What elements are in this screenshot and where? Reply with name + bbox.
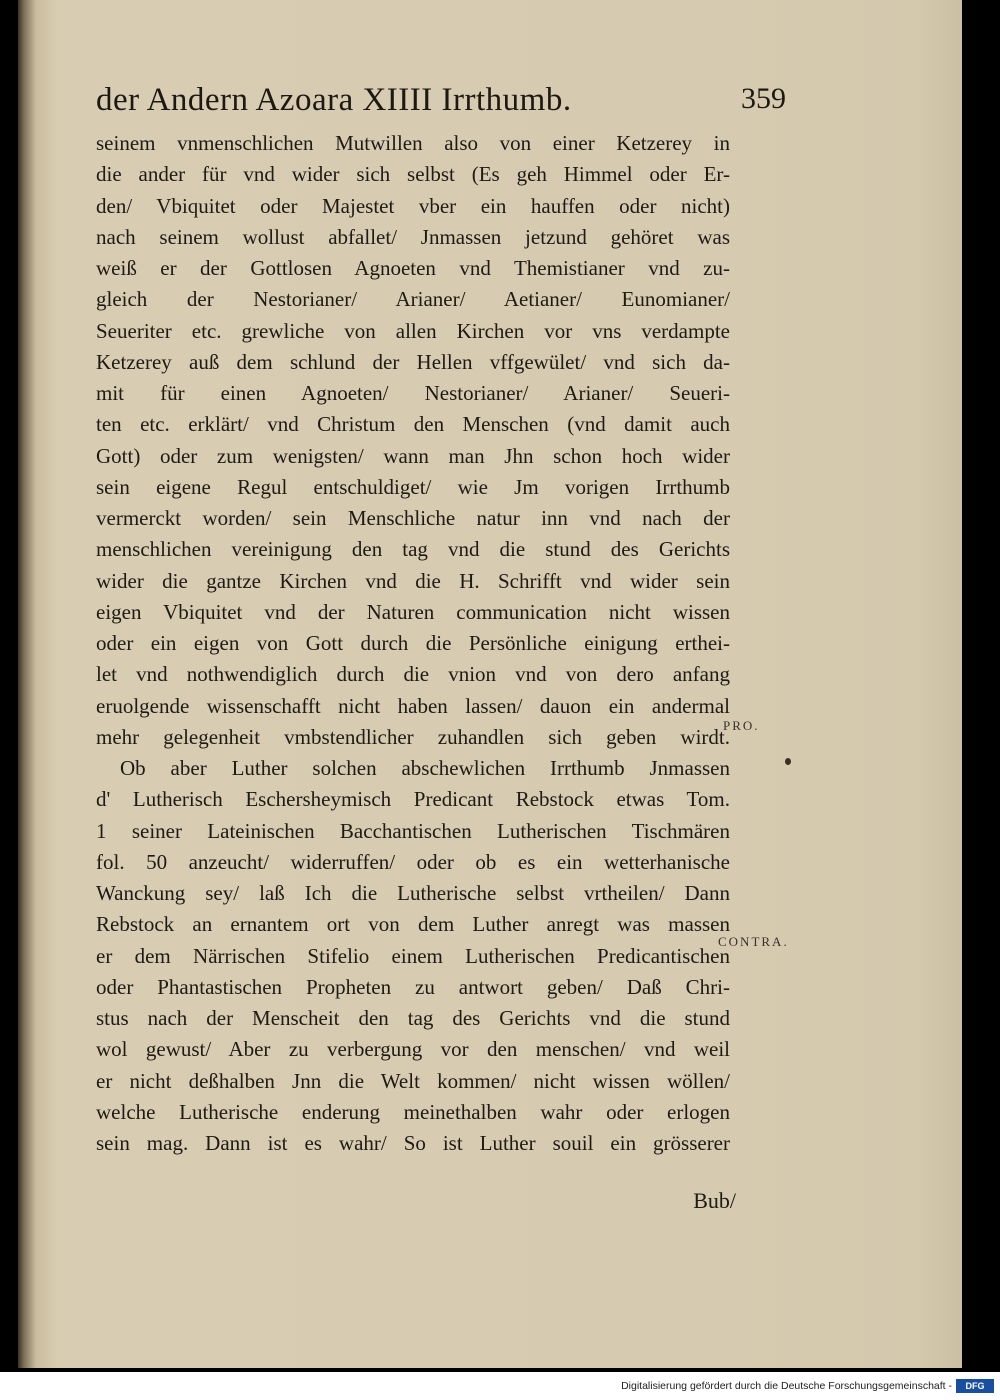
text-line: sein mag. Dann ist es wahr/ So ist Luther souil ein grösserer xyxy=(96,1131,730,1155)
running-header xyxy=(96,82,786,122)
footer-bar xyxy=(0,1372,1000,1400)
text-line: eruolgende wissenschafft nicht haben lassen/ dauon ein andermal xyxy=(96,693,730,718)
text-line: mit für einen Agnoeten/ Nestorianer/ Arianer/ Seueri- xyxy=(96,381,730,405)
scanned-page xyxy=(18,0,962,1368)
catchword: Bub/ xyxy=(693,1188,736,1213)
text-line: Rebstock an ernantem ort von dem Luther anregt was massen xyxy=(96,912,730,937)
text-line: nach seinem wollust abfallet/ Jnmassen jetzund gehöret was xyxy=(96,224,730,249)
body-text xyxy=(96,128,730,1159)
text-line: den/ Vbiquitet oder Majestet vber ein hauffen oder nicht) xyxy=(96,193,730,218)
margin-note-contra: CONTRA. xyxy=(718,934,789,949)
text-line: vermerckt worden/ sein Menschliche natur inn vnd nach der xyxy=(96,506,730,530)
ink-blot xyxy=(785,758,791,765)
text-line: wol gewust/ Aber zu verbergung vor den menschen/ vnd weil xyxy=(96,1037,730,1062)
text-line: die ander für vnd wider sich selbst (Es geh Himmel oder Er- xyxy=(96,162,730,187)
text-line: Ketzerey auß dem schlund der Hellen vffgewület/ vnd sich da- xyxy=(96,349,730,374)
text-line: welche Lutherische enderung meinethalben wahr oder erlogen xyxy=(96,1099,730,1124)
dfg-logo: DFG xyxy=(956,1379,994,1393)
text-line: wider die gantze Kirchen vnd die H. Schrifft vnd wider sein xyxy=(96,568,730,593)
text-line: Wanckung sey/ laß Ich die Lutherische selbst vrtheilen/ Dann xyxy=(96,881,730,905)
text-line: Seueriter etc. grewliche von allen Kirchen vor vns verdampte xyxy=(96,318,730,343)
page-number: 359 xyxy=(741,82,786,115)
text-line: weiß er der Gottlosen Agnoeten vnd Themistianer vnd zu- xyxy=(96,256,730,280)
text-line: stus nach der Menscheit den tag des Gerichts vnd die stund xyxy=(96,1006,730,1030)
text-line: sein eigene Regul entschuldiget/ wie Jm vorigen Irrthumb xyxy=(96,474,730,499)
text-line: fol. 50 anzeucht/ widerruffen/ oder ob es ein wetterhanische xyxy=(96,849,730,874)
text-line: let vnd nothwendiglich durch die vnion vnd von dero anfang xyxy=(96,662,730,687)
text-line: seinem vnmenschlichen Mutwillen also von einer Ketzerey in xyxy=(96,131,730,155)
text-line: Gott) oder zum wenigsten/ wann man Jhn schon hoch wider xyxy=(96,443,730,468)
text-line: gleich der Nestorianer/ Arianer/ Aetianer/ Eunomianer/ xyxy=(96,287,730,312)
text-line: oder Phantastischen Propheten zu antwort geben/ Daß Chri- xyxy=(96,974,730,999)
text-line: ten etc. erklärt/ vnd Christum den Menschen (vnd damit auch xyxy=(96,412,730,437)
text-line: er nicht deßhalben Jnn die Welt kommen/ nicht wissen wöllen/ xyxy=(96,1068,730,1093)
text-line: eigen Vbiquitet vnd der Naturen communication nicht wissen xyxy=(96,599,730,624)
text-line: menschlichen vereinigung den tag vnd die stund des Gerichts xyxy=(96,537,730,562)
header-title: der Andern Azoara XIIII Irrthumb. xyxy=(96,82,572,118)
text-line: er dem Närrischen Stifelio einem Lutherischen Predicantischen xyxy=(96,943,730,968)
footer-credit: Digitalisierung gefördert durch die Deutsche Forschungsgemeinschaft - xyxy=(621,1380,952,1392)
text-line: oder ein eigen von Gott durch die Persönliche einigung erthei- xyxy=(96,631,730,655)
text-line: 1 seiner Lateinischen Bacchantischen Lutherischen Tischmären xyxy=(96,818,730,843)
margin-note-pro: PRO. xyxy=(723,718,760,733)
text-line: mehr gelegenheit vmbstendlicher zuhandlen sich geben wirdt. xyxy=(96,724,730,749)
text-line: Ob aber Luther solchen abschewlichen Irrthumb Jnmassen xyxy=(120,756,730,780)
text-line: d' Lutherisch Eschersheymisch Predicant Rebstock etwas Tom. xyxy=(96,787,730,812)
